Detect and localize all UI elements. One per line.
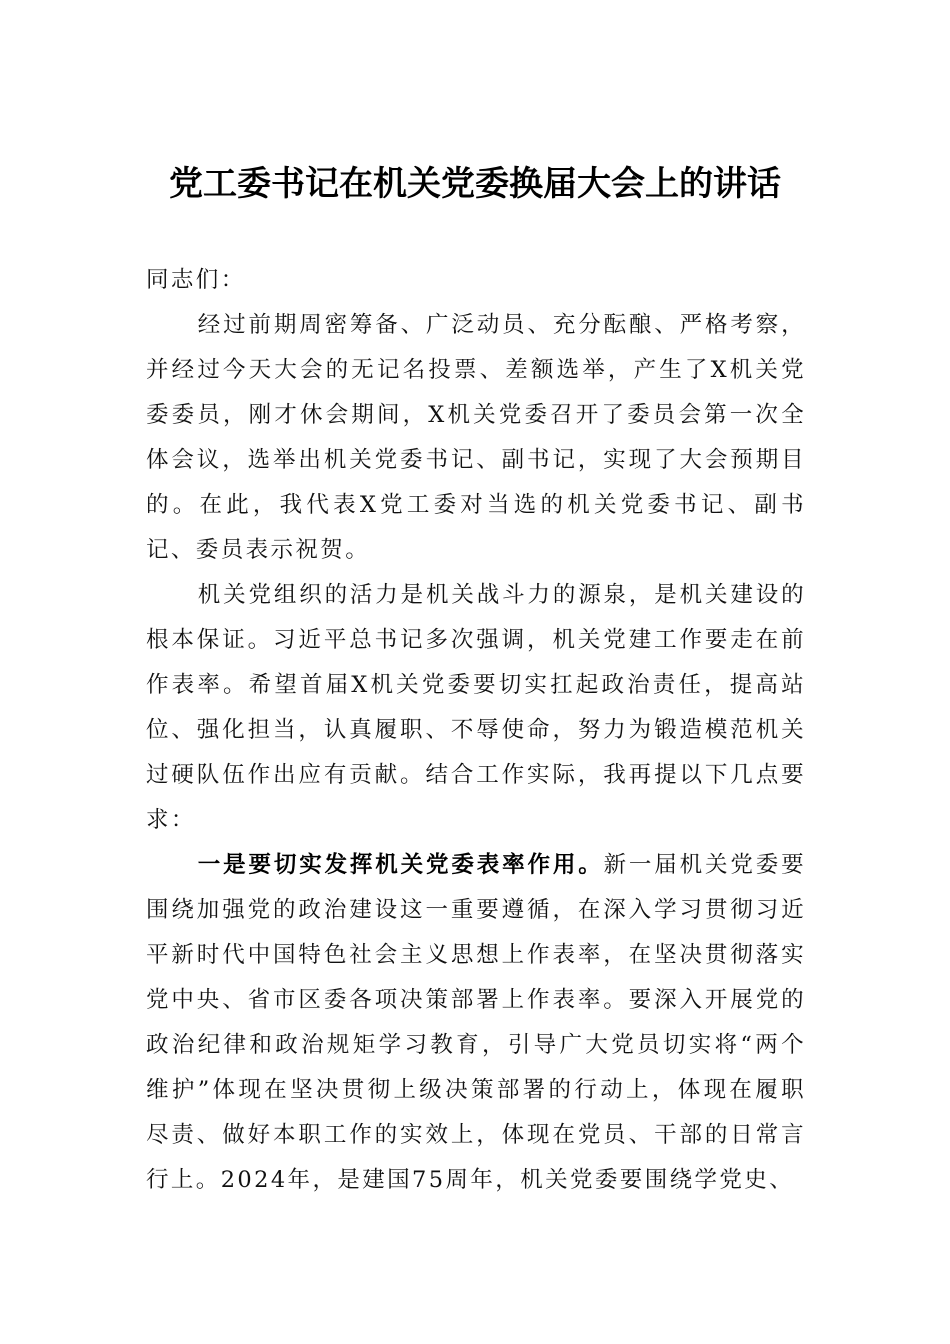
paragraph-3-text: 新一届机关党委要围绕加强党的政治建设这一重要遵循，在深入学习贯彻习近平新时代中国特色社会主义思想上作表率，在坚决贯彻落实党中央、省市区委各项决策部署上作表率。要深入开展党的政治纪律和政治规矩学习教育，引导广大党员切实将“两个维护”体现在坚决贯彻上级决策部署的行动上，体现在履职尽责、做好本职工作的实效上，体现在党员、干部的日常言行上。2024年，是建国75周年，机关党委要围绕学党史、 [146,852,807,1193]
document-body [146,258,806,1203]
paragraph-1 [146,303,806,573]
paragraph-3 [146,843,806,1203]
paragraph-3-lead: 一是要切实发挥机关党委表率作用。 [197,852,604,878]
salutation: 同志们： [146,267,246,293]
paragraph-2 [146,573,806,843]
paragraph-2-text: 机关党组织的活力是机关战斗力的源泉，是机关建设的根本保证。习近平总书记多次强调，机关党建工作要走在前作表率。希望首届X机关党委要切实扛起政治责任，提高站位、强化担当，认真履职、不辱使命，努力为锻造模范机关过硬队伍作出应有贡献。结合工作实际，我再提以下几点要求： [146,582,806,833]
document-title: 党工委书记在机关党委换届大会上的讲话 [169,164,781,204]
paragraph-1-text: 经过前期周密筹备、广泛动员、充分酝酿、严格考察，并经过今天大会的无记名投票、差额选举，产生了X机关党委委员，刚才休会期间，X机关党委召开了委员会第一次全体会议，选举出机关党委书记、副书记，实现了大会预期目的。在此，我代表X党工委对当选的机关党委书记、副书记、委员表示祝贺。 [146,312,806,563]
